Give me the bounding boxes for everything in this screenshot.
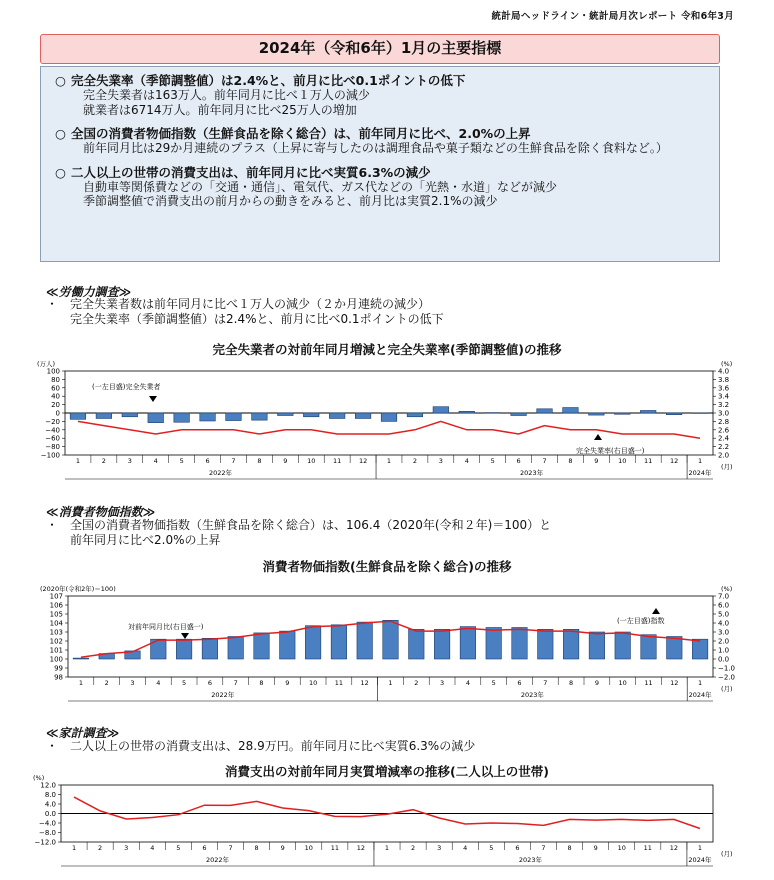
y-axis-label: (万人) <box>37 360 56 368</box>
bar <box>254 633 269 659</box>
y-right-tick-label: 2.8 <box>718 417 730 426</box>
y-tick-label: 104 <box>49 619 63 628</box>
bar <box>228 637 243 660</box>
section-cpi: ≪消費者物価指数≫ <box>46 505 156 519</box>
x-tick-label: 9 <box>285 679 290 687</box>
cpi-line: 前年同月に比べ2.0%の上昇 <box>70 533 221 547</box>
x-tick-label: 12 <box>360 679 369 687</box>
series-line <box>78 421 700 438</box>
bar <box>303 413 319 417</box>
bar <box>381 413 397 421</box>
x-tick-label: 1 <box>384 844 390 852</box>
y-tick-label: 40 <box>51 392 60 401</box>
y-right-tick-label: 4.0 <box>718 367 730 376</box>
triangle-up-icon <box>594 434 602 440</box>
summary-heading: 完全失業率（季節調整値）は2.4%と、前月に比べ0.1ポイントの低下 <box>71 73 466 88</box>
y-tick-label: 105 <box>49 610 63 619</box>
y-tick-label: 99 <box>54 664 63 673</box>
page-title: 2024年（令和6年）1月の主要指標 <box>40 34 720 64</box>
y-right-tick-label: 2.0 <box>718 637 730 646</box>
x-tick-label: 7 <box>228 844 233 852</box>
y-right-tick-label: 5.0 <box>718 610 730 619</box>
x-tick-label: 6 <box>207 679 212 687</box>
annotation-yoy: 対前年同月比(右目盛一) <box>128 623 204 631</box>
y-tick-label: 107 <box>49 592 63 601</box>
y-tick-label: −40 <box>45 426 60 435</box>
year-label: 2023年 <box>520 469 544 477</box>
x-tick-label: 6 <box>202 844 207 852</box>
labour-line: 完全失業率（季節調整値）は2.4%と、前月に比べ0.1ポイントの低下 <box>70 312 444 326</box>
summary-body-line: 就業者は6714万人。前年同月に比べ25万人の増加 <box>83 102 357 117</box>
month-unit-label: (月) <box>721 850 733 858</box>
chart3-title: 消費支出の対前年同月実質増減率の推移(二人以上の世帯) <box>225 764 549 779</box>
summary-heading: 二人以上の世帯の消費支出は、前年同月に比べ実質6.3%の減少 <box>71 164 431 180</box>
bar <box>202 638 217 659</box>
y-right-tick-label: 3.8 <box>718 375 730 384</box>
x-tick-label: 11 <box>334 679 344 687</box>
x-tick-label: 1 <box>75 457 81 465</box>
x-tick-label: 3 <box>440 679 445 687</box>
x-tick-label: 8 <box>569 679 574 687</box>
bar <box>615 632 630 659</box>
y-axis-label: (2020年(令和2年)＝100) <box>40 585 116 593</box>
x-tick-label: 3 <box>437 844 442 852</box>
bar <box>305 626 320 659</box>
x-tick-label: 2 <box>98 844 103 852</box>
chart2-title: 消費者物価指数(生鮮食品を除く総合)の推移 <box>262 559 512 574</box>
y-tick-label: 60 <box>51 384 60 393</box>
summary-body-line: 完全失業者は163万人。前年同月に比べ１万人の減少 <box>83 88 370 102</box>
y-right-tick-label: 2.4 <box>718 434 730 443</box>
chart1-title: 完全失業者の対前年同月増減と完全失業率(季節調整値)の推移 <box>212 342 562 357</box>
y-tick-label: 0 <box>55 409 60 418</box>
bar <box>278 413 294 416</box>
x-tick-label: 9 <box>594 457 599 465</box>
bar <box>73 658 88 659</box>
x-tick-label: 10 <box>308 679 318 687</box>
bar <box>96 413 112 418</box>
month-unit-label: (月) <box>721 685 733 693</box>
x-tick-label: 8 <box>257 457 262 465</box>
section-household: ≪家計調査≫ <box>46 726 120 740</box>
x-tick-label: 6 <box>516 457 521 465</box>
y-tick-label: 100 <box>46 367 60 376</box>
y-tick-label: 106 <box>49 601 63 610</box>
year-label: 2024年 <box>688 469 712 477</box>
x-tick-label: 12 <box>669 457 679 465</box>
y-right-tick-label: 3.0 <box>718 409 730 418</box>
triangle-up-icon <box>652 608 660 614</box>
bar <box>615 413 631 414</box>
month-unit-label: (月) <box>721 463 733 471</box>
bar <box>589 413 605 415</box>
bar <box>252 413 268 420</box>
triangle-down-icon <box>181 633 189 639</box>
x-tick-label: 1 <box>697 457 703 465</box>
x-tick-label: 1 <box>386 457 392 465</box>
household-line: 二人以上の世帯の消費支出は、28.9万円。前年同月に比べ実質6.3%の減少 <box>70 739 476 753</box>
x-tick-label: 8 <box>254 844 259 852</box>
y-tick-label: 80 <box>51 375 60 384</box>
x-tick-label: 4 <box>156 679 161 687</box>
y-right-tick-label: 1.0 <box>718 646 730 655</box>
bar <box>200 413 216 421</box>
y-tick-label: 20 <box>51 401 60 410</box>
y-right-tick-label: 2.6 <box>718 426 730 435</box>
x-tick-label: 2 <box>101 457 106 465</box>
y-right-tick-label: 3.6 <box>718 384 730 393</box>
y-tick-label: −80 <box>45 443 60 452</box>
x-tick-label: 2 <box>412 457 417 465</box>
year-label: 2022年 <box>205 856 230 864</box>
year-label: 2024年 <box>688 691 712 699</box>
y-right-tick-label: 3.2 <box>718 401 730 410</box>
y-right-tick-label: 2.2 <box>718 443 730 452</box>
bar <box>692 639 707 659</box>
labour-line: 完全失業者数は前年同月に比べ１万人の減少（２か月連続の減少） <box>70 297 431 311</box>
y-right-tick-label: −2.0 <box>718 673 735 682</box>
y-axis-label: (%) <box>33 774 45 782</box>
year-label: 2022年 <box>208 469 233 477</box>
x-tick-label: 2 <box>411 844 416 852</box>
bar <box>176 639 191 659</box>
y-tick-label: −20 <box>45 417 60 426</box>
bar <box>666 413 682 415</box>
x-tick-label: 7 <box>231 457 236 465</box>
y-right-tick-label: −1.0 <box>718 664 735 673</box>
annotation-rate: 完全失業率(右目盛一) <box>576 447 645 455</box>
x-tick-label: 11 <box>333 457 342 465</box>
x-tick-label: 7 <box>542 457 547 465</box>
cpi-line: 全国の消費者物価指数（生鮮食品を除く総合）は、106.4（2020年(令和２年)＝100）と <box>70 518 552 532</box>
y-tick-label: 98 <box>54 673 63 682</box>
bar <box>122 413 138 417</box>
x-tick-label: 1 <box>698 679 703 687</box>
x-tick-label: 7 <box>543 679 548 687</box>
bar <box>667 637 682 660</box>
y-right-tick-label: 2.0 <box>718 451 730 460</box>
x-tick-label: 3 <box>124 844 129 852</box>
circle-bullet-icon: ○ <box>55 164 66 180</box>
x-tick-label: 4 <box>465 679 470 687</box>
annotation-unemployed: (一左目盛)完全失業者 <box>92 383 161 391</box>
y-right-tick-label: 6.0 <box>718 601 730 610</box>
section-labour: ≪労働力調査≫ <box>46 285 132 299</box>
x-tick-label: 9 <box>594 679 599 687</box>
bar <box>460 627 475 659</box>
y-tick-label: −60 <box>45 434 60 443</box>
bar <box>538 629 553 659</box>
bar <box>511 413 527 416</box>
triangle-down-icon <box>149 396 157 402</box>
x-tick-label: 8 <box>568 457 573 465</box>
x-tick-label: 12 <box>358 457 368 465</box>
bar <box>280 631 295 659</box>
y-tick-label: −4.0 <box>39 819 56 828</box>
bar <box>383 620 398 659</box>
bar <box>486 628 501 660</box>
x-tick-label: 2 <box>414 679 419 687</box>
summary-body-line: 自動車等関係費などの「交通・通信」、電気代、ガス代などの「光熱・水道」などが減少 <box>83 179 558 194</box>
bar <box>329 413 345 418</box>
bar <box>357 622 372 659</box>
circle-bullet-icon: ○ <box>55 126 66 141</box>
series-line <box>74 797 700 828</box>
y-tick-label: 8.0 <box>44 791 56 799</box>
y-tick-label: −12.0 <box>34 838 56 847</box>
bar <box>641 635 656 659</box>
y-tick-label: 12.0 <box>40 781 56 790</box>
summary-body-line: 前年同月比は29か月連続のプラス（上昇に寄与したのは調理食品や菓子類などの生鮮食品を除く食料など。） <box>83 141 668 155</box>
bar <box>331 625 346 659</box>
y-tick-label: 100 <box>49 655 63 664</box>
x-tick-label: 7 <box>541 844 546 852</box>
x-tick-label: 11 <box>330 844 339 852</box>
x-tick-label: 6 <box>205 457 210 465</box>
bar <box>434 629 449 659</box>
y-tick-label: −100 <box>40 451 60 460</box>
bullet-dot: ・ <box>46 297 59 311</box>
y-right-tick-label: 0.0 <box>718 655 730 664</box>
x-tick-label: 5 <box>489 844 494 852</box>
x-tick-label: 2 <box>104 679 109 687</box>
x-tick-label: 9 <box>280 844 285 852</box>
x-tick-label: 9 <box>283 457 288 465</box>
bar <box>563 629 578 659</box>
x-tick-label: 10 <box>304 844 313 852</box>
x-tick-label: 9 <box>593 844 598 852</box>
x-tick-label: 5 <box>182 679 187 687</box>
x-tick-label: 1 <box>78 679 83 687</box>
bar <box>174 413 190 422</box>
bar <box>563 408 579 413</box>
year-label: 2023年 <box>518 856 542 864</box>
circle-bullet-icon: ○ <box>55 73 66 88</box>
summary-heading: 全国の消費者物価指数（生鮮食品を除く総合）は、前年同月に比べ、2.0%の上昇 <box>71 126 531 141</box>
x-tick-label: 1 <box>71 844 77 852</box>
x-tick-label: 5 <box>491 679 496 687</box>
bar <box>226 413 242 421</box>
summary-body-line: 季節調整値で消費支出の前月からの動きをみると、前月比は実質2.1%の減少 <box>83 194 498 208</box>
x-tick-label: 10 <box>618 457 627 465</box>
x-tick-label: 5 <box>490 457 495 465</box>
x-tick-label: 1 <box>697 844 703 852</box>
x-tick-label: 6 <box>515 844 520 852</box>
year-label: 2024年 <box>688 856 712 864</box>
y-right-axis-label: (%) <box>721 360 733 368</box>
x-tick-label: 3 <box>438 457 443 465</box>
x-tick-label: 12 <box>356 844 366 852</box>
bar <box>589 632 604 659</box>
report-source: 統計局ヘッドライン・統計局月次レポート 令和6年3月 <box>491 11 734 22</box>
y-right-tick-label: 7.0 <box>718 592 730 601</box>
year-label: 2022年 <box>211 691 235 699</box>
x-tick-label: 12 <box>670 679 679 687</box>
y-right-tick-label: 3.0 <box>718 628 730 637</box>
bar <box>70 413 86 419</box>
x-tick-label: 11 <box>643 844 652 852</box>
x-tick-label: 12 <box>669 844 679 852</box>
bar <box>409 629 424 659</box>
x-tick-label: 4 <box>150 844 155 852</box>
y-tick-label: −8.0 <box>39 829 56 837</box>
annotation-index: (一左目盛)指数 <box>617 617 665 625</box>
y-tick-label: 4.0 <box>44 800 56 809</box>
y-right-tick-label: 3.4 <box>718 392 730 401</box>
x-tick-label: 10 <box>307 457 316 465</box>
x-tick-label: 5 <box>179 457 184 465</box>
y-tick-label: 0.0 <box>44 810 56 818</box>
bar <box>512 628 527 660</box>
x-tick-label: 4 <box>463 844 468 852</box>
x-tick-label: 8 <box>567 844 572 852</box>
x-tick-label: 4 <box>464 457 469 465</box>
x-tick-label: 10 <box>617 844 626 852</box>
bar <box>148 413 164 423</box>
bullet-dot: ・ <box>46 518 59 532</box>
y-tick-label: 101 <box>49 646 63 655</box>
bar <box>407 413 423 417</box>
x-tick-label: 3 <box>130 679 135 687</box>
x-tick-label: 7 <box>233 679 238 687</box>
y-right-tick-label: 4.0 <box>718 619 730 628</box>
x-tick-label: 4 <box>153 457 158 465</box>
bullet-dot: ・ <box>46 739 59 753</box>
y-tick-label: 103 <box>49 628 63 637</box>
bar <box>459 411 475 413</box>
x-tick-label: 1 <box>388 679 393 687</box>
y-right-axis-label: (%) <box>721 585 733 593</box>
y-tick-label: 102 <box>49 637 63 646</box>
x-tick-label: 11 <box>644 457 653 465</box>
bar <box>433 407 449 413</box>
bar <box>355 413 371 418</box>
x-tick-label: 5 <box>176 844 181 852</box>
x-tick-label: 8 <box>259 679 264 687</box>
x-tick-label: 3 <box>127 457 132 465</box>
bar <box>537 409 553 413</box>
x-tick-label: 6 <box>517 679 522 687</box>
x-tick-label: 11 <box>644 679 653 687</box>
year-label: 2023年 <box>520 691 544 699</box>
bar <box>640 410 656 413</box>
x-tick-label: 10 <box>618 679 627 687</box>
